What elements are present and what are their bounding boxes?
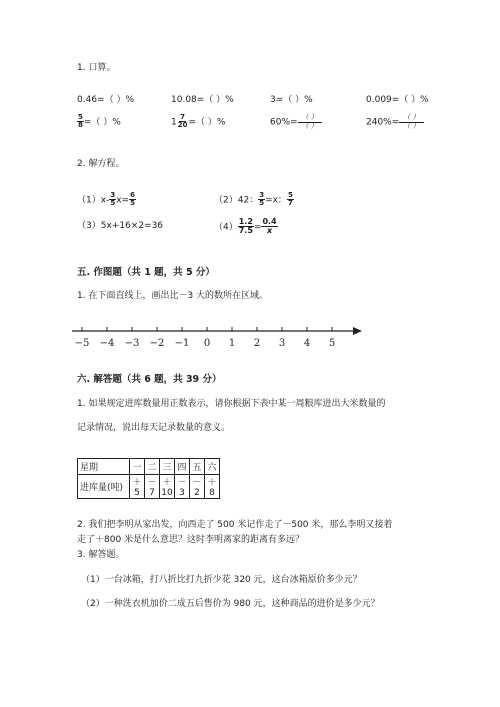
fraction: $\frac{3}{5}$ (259, 191, 265, 208)
section-5-heading: 五. 作图题（共 1 题，共 5 分） (77, 267, 215, 278)
number-line-tick-label: −5 (74, 338, 90, 349)
question-2-title: 2. 解方程。 (77, 159, 125, 169)
oral-calc-4: 0.009=（ ）% (366, 95, 429, 105)
oral-calc-7: 60%= $\frac{( )}{( )}$ (270, 114, 322, 130)
blank-fraction: $\frac{( )}{( )}$ (298, 114, 322, 130)
fraction: $\frac{5}{8}$ (78, 113, 83, 130)
equation-4: （4） $\frac{1.2}{7.5}$ = $\frac{0.4}{x}$ (214, 217, 277, 236)
table-cell: 四 (175, 459, 190, 475)
table-cell: 五 (190, 459, 205, 475)
table-cell: －7 (145, 475, 160, 499)
fraction: $\frac{7}{20}$ (177, 113, 188, 130)
table-header-row (78, 459, 220, 475)
number-line-tick-label: 3 (278, 338, 286, 349)
oral-calc-1: 0.46=（ ）% (77, 95, 134, 105)
fraction: $\frac{6}{5}$ (130, 191, 135, 208)
blank-fraction: $\frac{( )}{( )}$ (399, 114, 423, 130)
oral-calc-8: 240%= $\frac{( )}{( )}$ (366, 114, 424, 130)
arrow-icon (353, 327, 362, 335)
table-cell: ＋5 (130, 475, 145, 499)
table-cell: －2 (190, 475, 205, 499)
number-line-tick-label: 1 (228, 338, 236, 349)
section-6-question-1-line-1: 1. 如果规定进库数量用正数表示，请你根据下表中某一周粮库进出大米数量的 (77, 399, 386, 409)
table-cell: －3 (175, 475, 190, 499)
table-row (78, 475, 220, 499)
section-6-question-2-line-2: 走了＋800 米是什么意思？这时李明离家的距离有多远？ (77, 535, 305, 545)
number-line (70, 322, 370, 352)
section-6-question-2-line-1: 2. 我们把李明从家出发，向西走了 500 米记作走了－500 米，那么李明又接着 (77, 520, 393, 530)
question-1-title: 1. 口算。 (77, 63, 116, 73)
number-line-tick-label: −2 (149, 338, 165, 349)
oral-calc-6: 1 $\frac{7}{20}$ =（ ）% (171, 113, 226, 130)
fraction: $\frac{5}{7}$ (287, 191, 293, 208)
number-line-tick-label: 2 (253, 338, 261, 349)
number-line-tick-label: −3 (124, 338, 140, 349)
table-cell: ＋8 (205, 475, 220, 499)
fraction: $\frac{3}{5}$ (110, 191, 116, 208)
table-cell: ＋10 (160, 475, 175, 499)
number-line-tick-label: −4 (99, 338, 115, 349)
table-cell: 六 (205, 459, 220, 475)
section-6-heading: 六. 解答题（共 6 题，共 39 分） (77, 374, 222, 385)
equation-3: （3）5x+16×2=36 (77, 221, 164, 231)
section-6-question-3: 3. 解答题。 (77, 550, 125, 560)
equation-2: （2）42： $\frac{3}{5}$ =x： $\frac{5}{7}$ (214, 191, 293, 208)
table-cell: 二 (145, 459, 160, 475)
grain-record-table (77, 458, 220, 499)
number-line-tick-label: 5 (328, 338, 336, 349)
section-6-question-3-part-2: （2）一种洗衣机加价二成五后售价为 980 元，这种商品的进价是多少元？ (81, 599, 380, 609)
table-cell: 三 (160, 459, 175, 475)
equation-1: （1）x- $\frac{3}{5}$ x= $\frac{6}{5}$ (77, 191, 135, 208)
number-line-tick-label: 0 (203, 338, 211, 349)
fraction: $\frac{0.4}{x}$ (262, 217, 277, 236)
number-line-tick-label: 4 (303, 338, 311, 349)
number-line-tick-label: −1 (174, 338, 190, 349)
oral-calc-5: $\frac{5}{8}$ =（ ）% (78, 113, 121, 130)
table-cell: 进库量(吨) (78, 475, 130, 499)
table-cell: 星期 (78, 459, 130, 475)
oral-calc-3: 3=（ ）% (270, 95, 313, 105)
number-line-ticks (75, 327, 336, 349)
oral-calc-2: 10.08=（ ）% (171, 95, 234, 105)
section-6-question-3-part-1: （1）一台冰箱，打八折比打九折少花 320 元，这台冰箱原价多少元？ (81, 575, 362, 585)
fraction: $\frac{1.2}{7.5}$ (238, 217, 253, 236)
section-6-question-1-line-2: 记录情况，说出每天记录数量的意义。 (77, 423, 231, 433)
section-5-question-1: 1. 在下面直线上，画出比－3 大的数所在区域。 (77, 291, 269, 301)
table-cell: 一 (130, 459, 145, 475)
